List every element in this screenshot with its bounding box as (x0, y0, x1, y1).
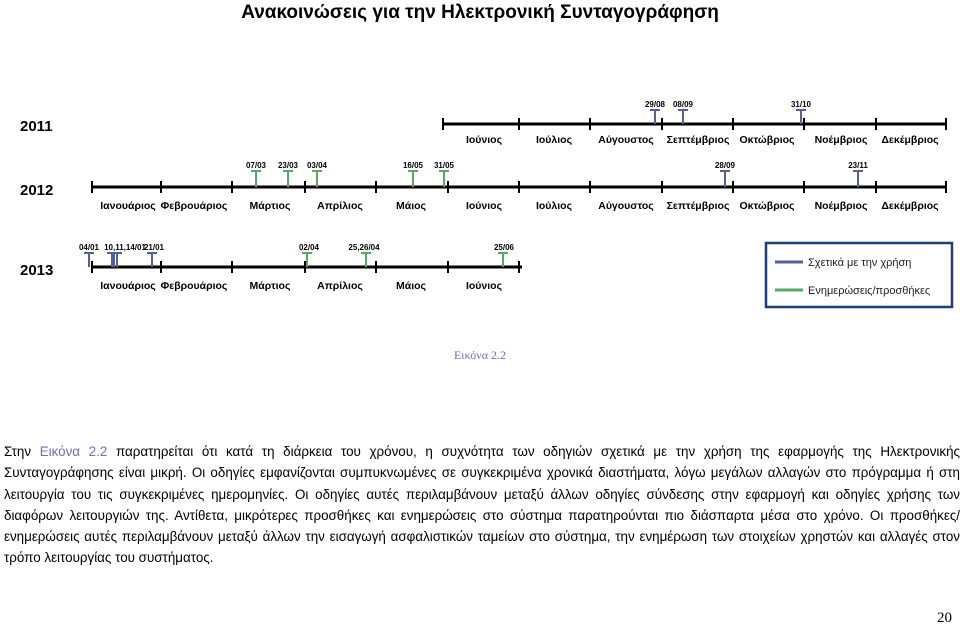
month-label: Αύγουστος (598, 134, 654, 146)
month-label: Φεβρουάριος (160, 200, 228, 212)
event-date-label: 03/04 (306, 161, 328, 170)
event-date-label: 29/08 (644, 100, 666, 109)
paragraph-start: Στην (4, 444, 40, 459)
event-date-label: 08/09 (672, 100, 694, 109)
month-label: Ιανουάριος (100, 280, 156, 292)
month-label: Απρίλιος (317, 280, 363, 292)
event-date-label: 25/06 (493, 243, 515, 252)
month-label: Οκτώβριος (739, 134, 795, 146)
event-date-label: 31/05 (433, 161, 455, 170)
month-label: Μάιος (396, 280, 426, 292)
legend-box (766, 243, 952, 307)
event-date-label: 28/09 (714, 161, 736, 170)
year-label-2011: 2011 (20, 118, 53, 135)
month-label: Ιανουάριος (100, 200, 156, 212)
legend-label-usage: Σχετικά με την χρήση (808, 257, 912, 269)
month-label: Οκτώβριος (739, 200, 795, 212)
month-label: Σεπτέμβριος (666, 134, 730, 146)
month-label: Νοέμβριος (814, 200, 868, 212)
event-date-label: 21/01 (143, 243, 165, 252)
page-title: Ανακοινώσεις για την Ηλεκτρονική Συνταγογράφηση (241, 2, 719, 23)
month-label: Ιούλιος (535, 134, 573, 146)
body-paragraph (4, 441, 960, 569)
month-label: Δεκέμβριος (881, 134, 939, 146)
month-label: Μάιος (396, 200, 426, 212)
month-label: Ιούλιος (535, 200, 573, 212)
event-date-label: 02/04 (298, 243, 320, 252)
event-date-label: 23/11 (848, 161, 868, 170)
month-label: Ιούνιος (465, 200, 503, 212)
month-label: Δεκέμβριος (881, 200, 939, 212)
month-label: Αύγουστος (598, 200, 654, 212)
month-label: Μάρτιος (249, 280, 291, 292)
figure-reference[interactable]: Εικόνα 2.2 (39, 444, 108, 459)
event-date-label: 31/10 (790, 100, 812, 109)
page-number: 20 (937, 610, 952, 626)
legend-label-updates: Ενημερώσεις/προσθήκες (808, 285, 931, 297)
month-label: Φεβρουάριος (160, 280, 228, 292)
year-label-2012: 2012 (20, 182, 54, 199)
month-label: Απρίλιος (317, 200, 363, 212)
year-label-2013: 2013 (20, 262, 54, 279)
month-label: Ιούνιος (465, 134, 503, 146)
month-label: Νοέμβριος (814, 134, 868, 146)
event-date-label: 25,26/04 (348, 243, 380, 252)
figure-caption: Εικόνα 2.2 (453, 348, 507, 362)
month-label: Μάρτιος (249, 200, 291, 212)
event-date-label: 10,11,14/01 (104, 243, 146, 252)
event-date-label: 16/05 (402, 161, 424, 170)
month-label: Σεπτέμβριος (666, 200, 730, 212)
paragraph-text: παρατηρείται ότι κατά τη διάρκεια του χρόνου, η συχνότητα των οδηγιών σχετικά με την χρήση της εφαρμογής της Ηλεκτρονικής Συνταγογράφησης είναι μικρή. Οι οδηγίες εμφανίζονται συμπυκνωμένες σε συγκεκριμένα χρονικά διαστήματα, λόγω μεγάλων αλλαγών στο πρόγραμμα ή στη λειτουργία του τις συγκεκριμένες ημερομηνίες. Οι οδηγίες αυτές περιλαμβάνουν μεταξύ άλλων οδηγίες σύνδεσης στην εφαρμογή και οδηγίες χρήσης των διαφόρων λειτουργιών της. Αντίθετα, μικρότερες προσθήκες και ενημερώσεις στο σύστημα παρατηρούνται πιο διάσπαρτα μέσα στο χρόνο. Οι προσθήκες/ενημερώσεις αυτές περιλαμβάνουν μεταξύ άλλων την εισαγωγή ασφαλιστικών ταμείων στο σύστημα, την ενημέρωση των στοιχείων χρηστών και αλλαγές στον τρόπο λειτουργίας του συστήματος. (4, 444, 960, 566)
event-date-label: 07/03 (245, 161, 267, 170)
event-date-label: 04/01 (78, 243, 100, 252)
month-label: Ιούνιος (465, 280, 503, 292)
event-date-label: 23/03 (277, 161, 299, 170)
